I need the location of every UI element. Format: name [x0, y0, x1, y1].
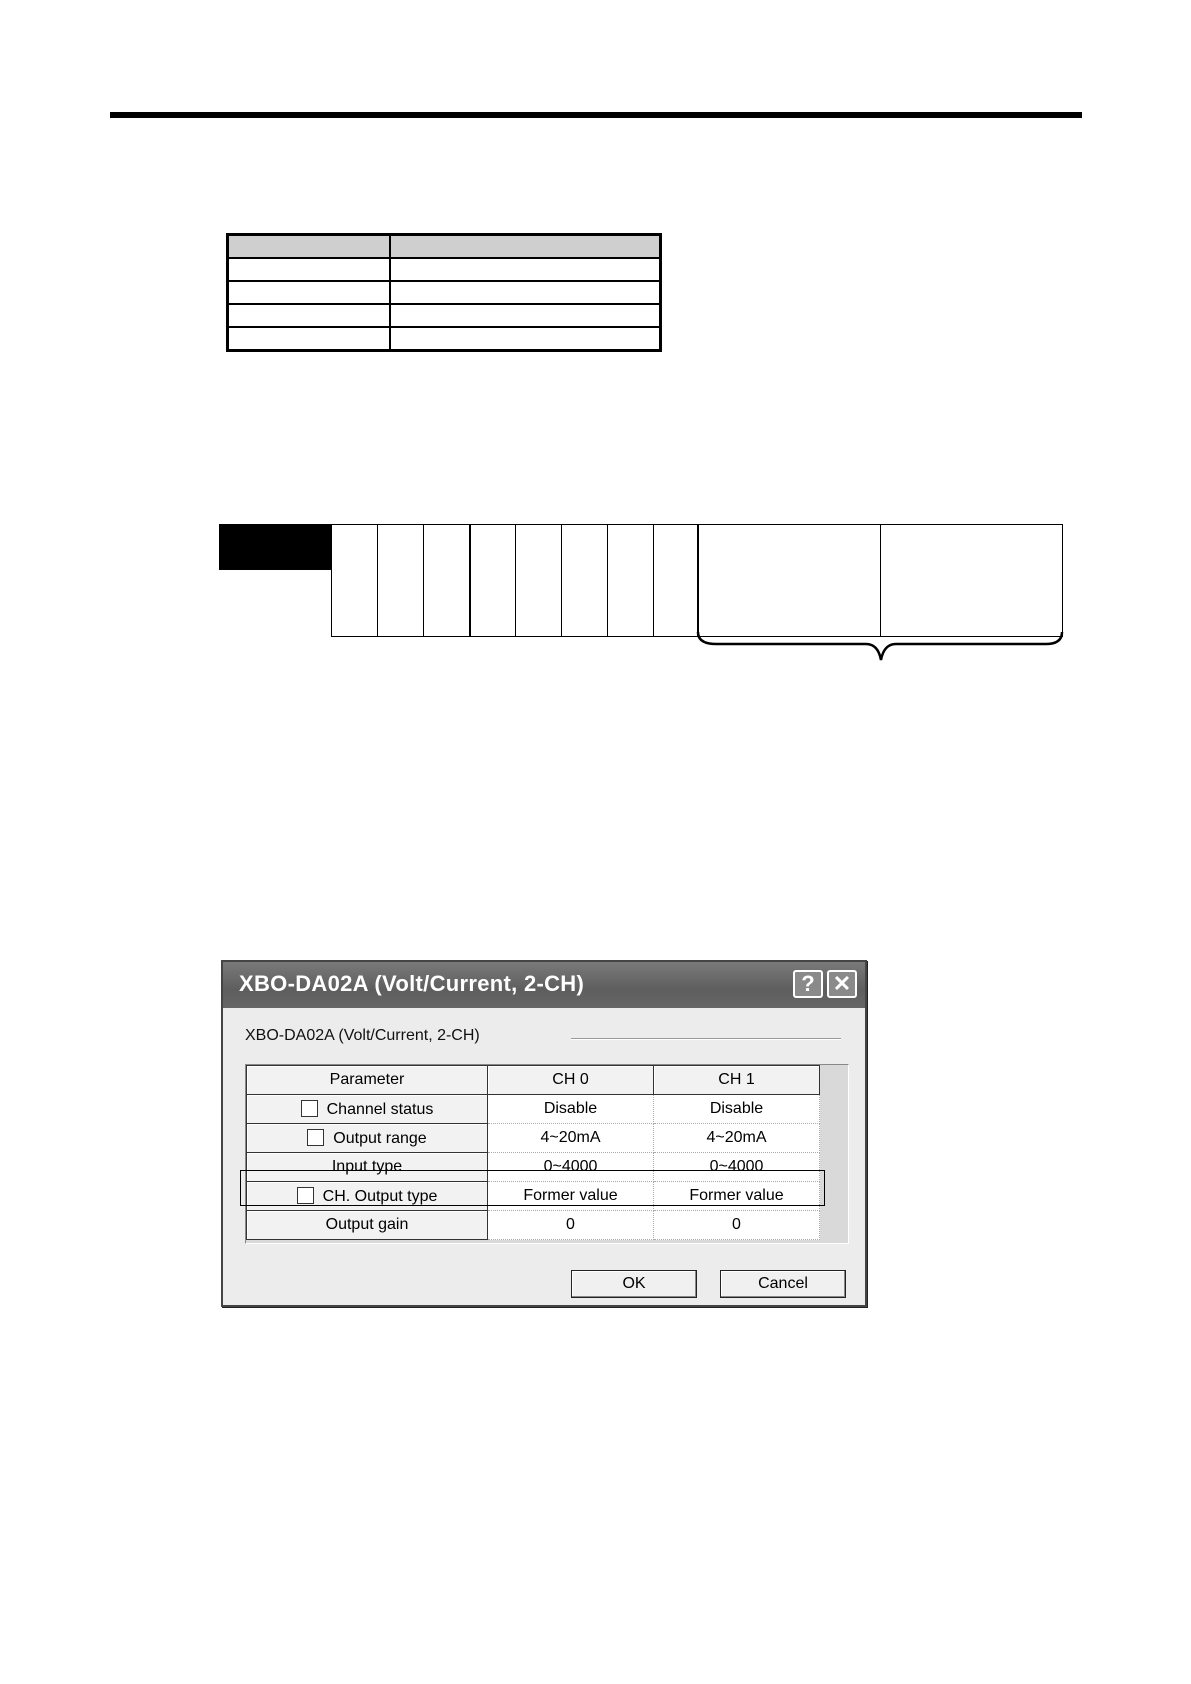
grid-header-row — [247, 1066, 820, 1095]
column-header-parameter: Parameter — [247, 1066, 488, 1095]
table-row — [228, 304, 661, 327]
ch0-output-type-cell[interactable]: Former value — [488, 1182, 654, 1211]
table-header-row — [228, 235, 661, 259]
table-header-cell — [228, 235, 391, 259]
ch1-channel-status-cell[interactable]: Disable — [654, 1095, 820, 1124]
ch1-output-range-cell[interactable]: 4~20mA — [654, 1124, 820, 1153]
table-row — [247, 1182, 820, 1211]
ok-button[interactable]: OK — [571, 1270, 697, 1298]
parameter-dialog — [221, 960, 867, 1307]
table-row — [247, 1095, 820, 1124]
column-header-ch1: CH 1 — [654, 1066, 820, 1095]
channel-bit-cell — [880, 524, 1063, 637]
bit-cell — [423, 524, 470, 637]
dialog-titlebar[interactable] — [223, 962, 865, 1008]
ch0-input-type-cell[interactable]: 0~4000 — [488, 1153, 654, 1182]
bit-cell — [331, 524, 378, 637]
help-icon: ? — [801, 971, 815, 996]
close-button[interactable] — [827, 970, 857, 998]
bit-cell — [469, 524, 516, 637]
dialog-title: XBO-DA02A (Volt/Current, 2-CH) — [239, 971, 585, 996]
close-icon: ✕ — [832, 971, 852, 996]
table-row — [247, 1124, 820, 1153]
group-divider — [571, 1038, 841, 1040]
ch0-channel-status-cell[interactable]: Disable — [488, 1095, 654, 1124]
row-label: Channel status — [326, 1100, 434, 1118]
help-button[interactable] — [793, 970, 823, 998]
nibble-separator — [469, 524, 471, 637]
settings-table — [226, 233, 662, 352]
table-row — [247, 1211, 820, 1240]
parameter-grid[interactable] — [245, 1064, 849, 1244]
row-label: Output range — [333, 1129, 427, 1147]
ch0-output-range-cell[interactable]: 4~20mA — [488, 1124, 654, 1153]
table-row — [228, 258, 661, 281]
channel-bit-cell — [698, 524, 881, 637]
row-header-input-type: Input type — [247, 1153, 488, 1182]
output-type-checkbox[interactable] — [297, 1187, 314, 1204]
row-label: CH. Output type — [322, 1187, 438, 1205]
row-header-output-gain: Output gain — [247, 1211, 488, 1240]
ch1-output-type-cell[interactable]: Former value — [654, 1182, 820, 1211]
table-row — [228, 281, 661, 304]
top-rule — [110, 112, 1082, 118]
table-header-cell — [390, 235, 661, 259]
ch0-output-gain-cell[interactable]: 0 — [488, 1211, 654, 1240]
column-header-ch0: CH 0 — [488, 1066, 654, 1095]
ch1-output-gain-cell[interactable]: 0 — [654, 1211, 820, 1240]
ch1-input-type-cell[interactable]: 0~4000 — [654, 1153, 820, 1182]
bit-cell — [377, 524, 424, 637]
register-label-block — [219, 524, 331, 570]
output-range-checkbox[interactable] — [307, 1129, 324, 1146]
row-header-output-type — [247, 1182, 488, 1211]
channel-status-checkbox[interactable] — [301, 1100, 318, 1117]
parameter-table — [246, 1065, 820, 1240]
row-header-channel-status — [247, 1095, 488, 1124]
bit-cell — [653, 524, 699, 637]
table-row — [228, 327, 661, 351]
dialog-group-label: XBO-DA02A (Volt/Current, 2-CH) — [245, 1027, 480, 1044]
bit-cell — [515, 524, 562, 637]
bit-cell — [561, 524, 608, 637]
cancel-button[interactable]: Cancel — [720, 1270, 846, 1298]
row-header-output-range — [247, 1124, 488, 1153]
nibble-separator — [697, 524, 699, 637]
bit-cell — [607, 524, 654, 637]
table-row — [247, 1153, 820, 1182]
brace-icon — [696, 630, 1066, 664]
